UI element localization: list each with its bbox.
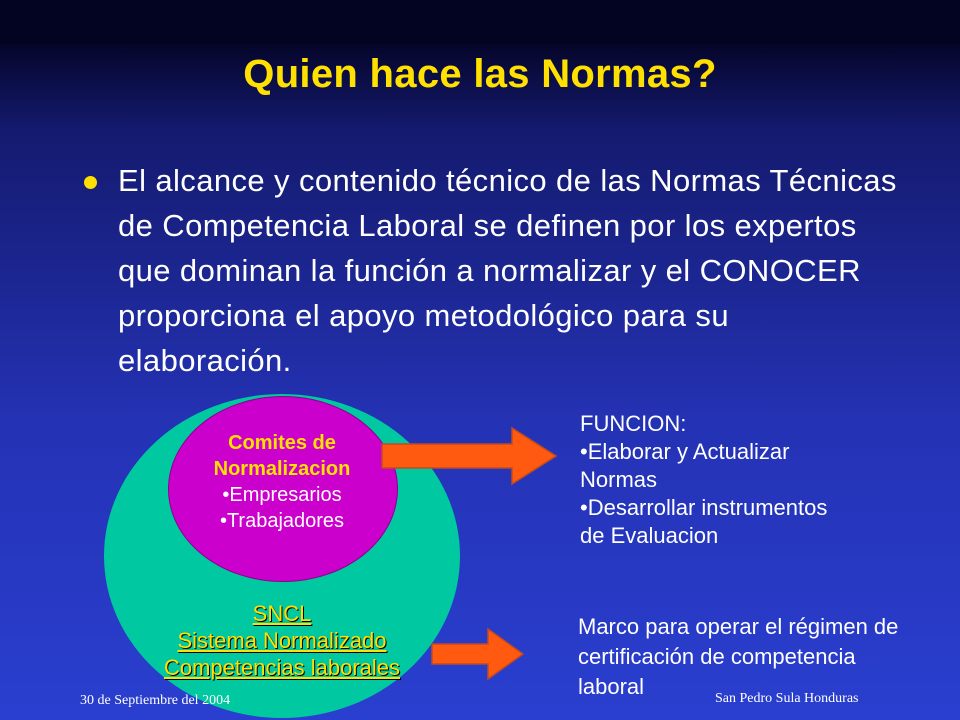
- comites-heading-line2: Normalizacion: [213, 458, 351, 480]
- footer-location: San Pedro Sula Honduras: [715, 691, 859, 706]
- sncl-line2: Sistema Normalizado: [177, 628, 387, 653]
- top-bar: [0, 0, 960, 44]
- sncl-label: [110, 600, 454, 681]
- comites-item-empresarios: •Empresarios: [222, 484, 342, 506]
- function-line-3: •Desarrollar instrumentos: [580, 495, 828, 520]
- comites-item-trabajadores: •Trabajadores: [219, 510, 345, 532]
- arrow-right-icon: [430, 626, 526, 682]
- marco-text: Marco para operar el régimen de certificación de competencia laboral: [578, 614, 899, 699]
- sncl-line1: SNCL: [252, 601, 312, 626]
- slide-title: Quien hace las Normas?: [243, 52, 717, 96]
- function-line-1: •Elaborar y Actualizar: [580, 439, 790, 464]
- function-heading: FUNCION:: [580, 411, 687, 436]
- bullet-paragraph: El alcance y contenido técnico de las Normas Técnicas de Competencia Laboral se definen por los expertos que dominan la función a normalizar y el CONOCER proporciona el apoyo metodológico para su elaboración.: [118, 163, 897, 378]
- arrow-right-icon: [380, 424, 560, 488]
- function-line-4: de Evaluacion: [580, 523, 719, 548]
- sncl-line3: Competencias laborales: [163, 655, 401, 680]
- bullet-dot-icon: [84, 176, 97, 189]
- function-box: [580, 410, 920, 550]
- footer-date: 30 de Septiembre del 2004: [80, 693, 231, 708]
- inner-circle-text: [168, 430, 396, 534]
- function-line-2: Normas: [580, 467, 658, 492]
- comites-heading-line1: Comites de: [228, 432, 336, 454]
